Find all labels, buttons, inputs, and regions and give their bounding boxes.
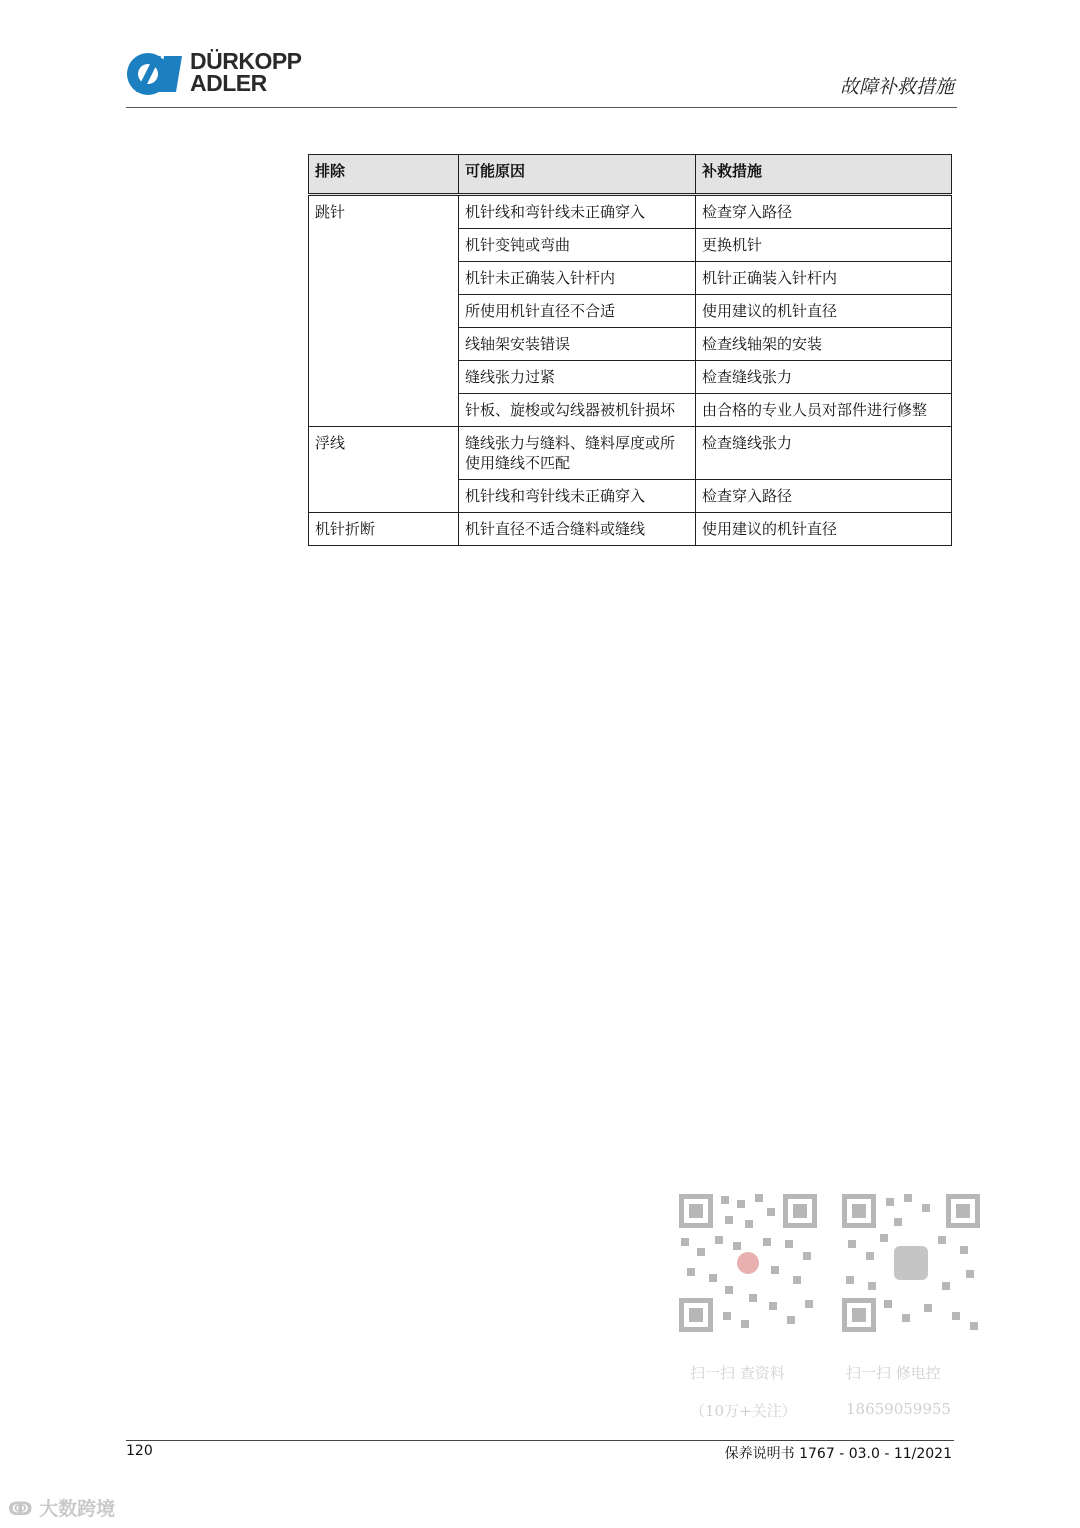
- qr-caption: 扫一扫 修电控: [846, 1364, 941, 1382]
- remedy-cell: 检查穿入路径: [696, 480, 952, 513]
- header-divider: [126, 107, 957, 108]
- qr-code-icon: [838, 1190, 984, 1336]
- watermark-logo-icon: ↂ: [8, 1498, 40, 1520]
- qr-caption: 18659059955: [846, 1400, 951, 1418]
- remedy-cell: 更换机针: [696, 229, 952, 262]
- cause-cell: 缝线张力与缝料、缝料厚度或所使用缝线不匹配: [459, 427, 696, 480]
- page-number: 120: [126, 1443, 153, 1459]
- remedy-cell: 检查线轴架的安装: [696, 328, 952, 361]
- cause-cell: 机针线和弯针线未正确穿入: [459, 480, 696, 513]
- table-header-row: [309, 155, 952, 195]
- table-row: [309, 195, 952, 229]
- table-row: [309, 427, 952, 480]
- qr-code-icon: [675, 1190, 821, 1336]
- cause-cell: 线轴架安装错误: [459, 328, 696, 361]
- remedy-cell: 检查穿入路径: [696, 195, 952, 229]
- brand-logo: [126, 50, 326, 100]
- remedy-cell: 由合格的专业人员对部件进行修整: [696, 394, 952, 427]
- cause-cell: 针板、旋梭或勾线器被机针损坏: [459, 394, 696, 427]
- troubleshooting-table: [308, 154, 952, 546]
- cause-cell: 缝线张力过紧: [459, 361, 696, 394]
- brand-logo-text: DÜRKOPP ADLER: [190, 48, 302, 96]
- watermark-text: 大数跨境: [39, 1498, 116, 1520]
- table-row: [309, 513, 952, 546]
- remedy-cell: 检查缝线张力: [696, 361, 952, 394]
- cause-cell: 机针变钝或弯曲: [459, 229, 696, 262]
- cause-cell: 机针未正确装入针杆内: [459, 262, 696, 295]
- brand-logo-mark-icon: [126, 52, 184, 96]
- column-header-cause: 可能原因: [459, 155, 696, 195]
- footer-divider: [126, 1440, 954, 1441]
- column-header-remedy: 补救措施: [696, 155, 952, 195]
- qr-caption: 扫一扫 查资料: [690, 1364, 785, 1382]
- remedy-cell: 使用建议的机针直径: [696, 295, 952, 328]
- cause-cell: 机针线和弯针线未正确穿入: [459, 195, 696, 229]
- remedy-cell: 机针正确装入针杆内: [696, 262, 952, 295]
- fault-cell: 跳针: [309, 195, 459, 427]
- cause-cell: 机针直径不适合缝料或缝线: [459, 513, 696, 546]
- document-reference: 保养说明书 1767 - 03.0 - 11/2021: [724, 1446, 952, 1462]
- qr-caption: （10万+关注）: [690, 1402, 797, 1420]
- column-header-fault: 排除: [309, 155, 459, 195]
- watermark: [8, 1494, 115, 1521]
- fault-cell: 浮线: [309, 427, 459, 513]
- remedy-cell: 使用建议的机针直径: [696, 513, 952, 546]
- fault-cell: 机针折断: [309, 513, 459, 546]
- cause-cell: 所使用机针直径不合适: [459, 295, 696, 328]
- section-title: 故障补救措施: [839, 76, 954, 98]
- remedy-cell: 检查缝线张力: [696, 427, 952, 480]
